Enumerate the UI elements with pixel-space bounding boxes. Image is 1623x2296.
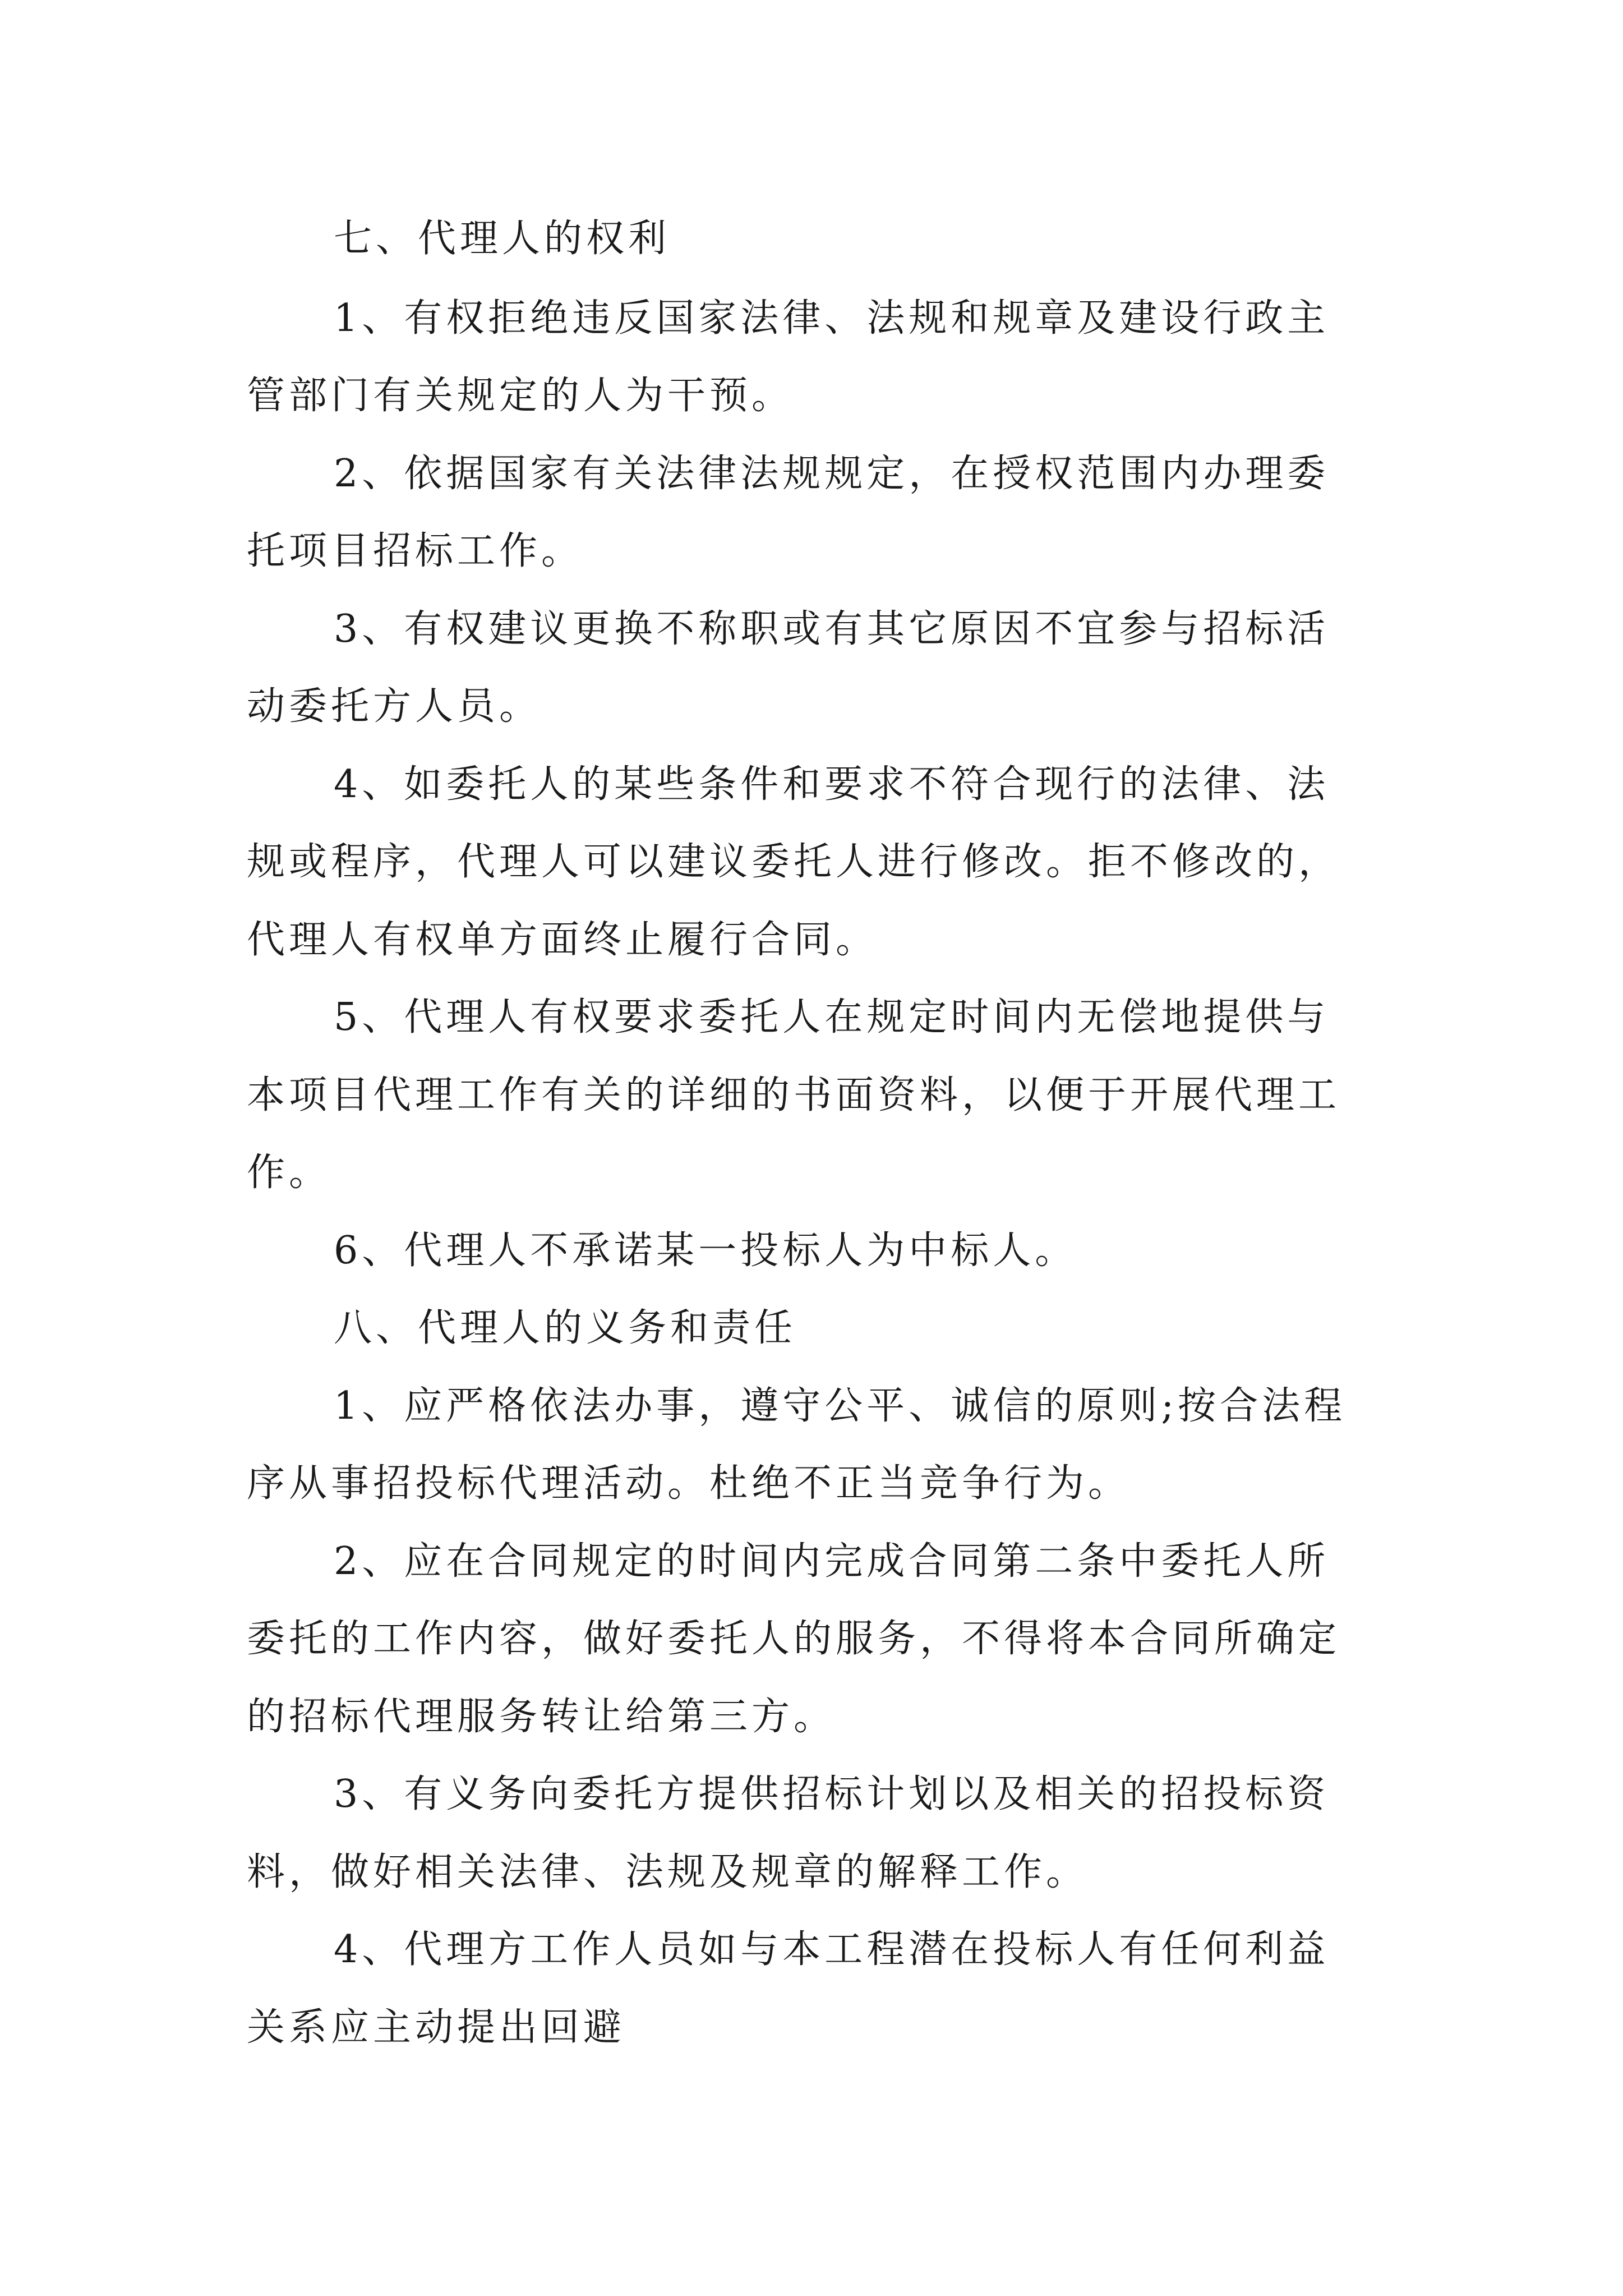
text-line: 3、有义务向委托方提供招标计划以及相关的招投标资	[334, 1772, 1330, 1816]
text-line: 6、代理人不承诺某一投标人为中标人。	[334, 1228, 1077, 1273]
text-line: 代理人有权单方面终止履行合同。	[247, 918, 878, 962]
text-line: 1、有权拒绝违反国家法律、法规和规章及建设行政主	[334, 296, 1330, 341]
text-line: 作。	[247, 1151, 331, 1195]
text-line: 关系应主动提出回避	[247, 2005, 626, 2050]
text-line: 4、代理方工作人员如与本工程潜在投标人有任何利益	[334, 1927, 1330, 1972]
text-line: 料，做好相关法律、法规及规章的解释工作。	[247, 1850, 1089, 1894]
section-heading: 八、代理人的义务和责任	[334, 1306, 797, 1350]
text-line: 3、有权建议更换不称职或有其它原因不宜参与招标活	[334, 607, 1330, 651]
text-line: 序从事招投标代理活动。杜绝不正当竞争行为。	[247, 1461, 1131, 1506]
text-line: 管部门有关规定的人为干预。	[247, 374, 794, 418]
text-line: 2、应在合同规定的时间内完成合同第二条中委托人所	[334, 1539, 1330, 1584]
text-line: 动委托方人员。	[247, 684, 542, 729]
text-line: 1、应严格依法办事，遵守公平、诚信的原则;按合法程	[334, 1384, 1347, 1428]
text-line: 本项目代理工作有关的详细的书面资料，以便于开展代理工	[247, 1073, 1341, 1117]
text-line: 2、依据国家有关法律法规规定，在授权范围内办理委	[334, 452, 1330, 496]
section-heading: 七、代理人的权利	[334, 217, 671, 261]
text-line: 4、如委托人的某些条件和要求不符合现行的法律、法	[334, 762, 1330, 807]
text-line: 的招标代理服务转让给第三方。	[247, 1695, 836, 1739]
text-line: 5、代理人有权要求委托人在规定时间内无偿地提供与	[334, 995, 1330, 1039]
text-line: 委托的工作内容，做好委托人的服务，不得将本合同所确定	[247, 1617, 1341, 1661]
text-line: 托项目招标工作。	[247, 529, 584, 573]
text-line: 规或程序，代理人可以建议委托人进行修改。拒不修改的，	[247, 840, 1341, 884]
